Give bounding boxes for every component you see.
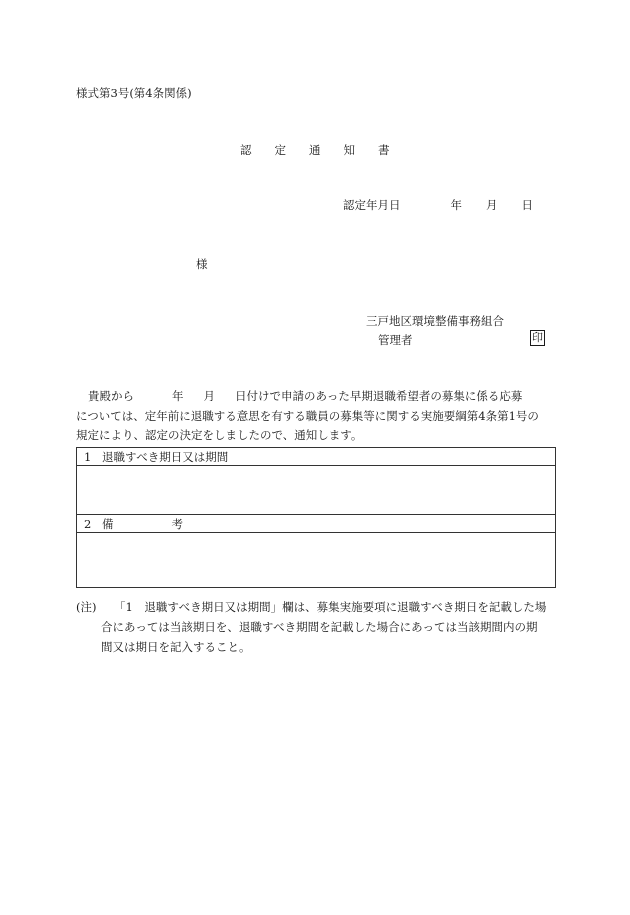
body-line-2: については、定年前に退職する意思を有する職員の募集等に関する実施要綱第4条第1号の (76, 408, 539, 423)
issuer-organization: 三戸地区環境整備事務組合 (366, 314, 504, 328)
table-cell-remarks (77, 533, 555, 587)
body-rest: 日付けで申請のあった早期退職希望者の募集に係る応募 (235, 389, 523, 403)
info-table (76, 447, 556, 588)
note-section (76, 597, 560, 657)
body-year: 年 (172, 389, 184, 403)
note-text-1: 「1 退職すべき期日又は期間」欄は、募集実施要項に退職すべき期日を記載した場 (114, 600, 547, 614)
addressee-suffix: 様 (196, 257, 208, 271)
body-line-3: 規定により、認定の決定をしましたので、通知します。 (76, 428, 363, 442)
note-line-3: 間又は期日を記入すること。 (101, 640, 251, 654)
row-label-a: 備 (102, 517, 114, 531)
date-month: 月 (486, 198, 498, 212)
issuer-title: 管理者 (378, 333, 413, 347)
date-year: 年 (450, 198, 462, 212)
body-paragraph (76, 387, 560, 446)
title-char: 定 (274, 143, 286, 157)
row-label-b: 考 (171, 517, 183, 531)
title-char: 通 (309, 143, 321, 157)
body-lead: 貴殿から (88, 389, 134, 403)
title-char: 書 (378, 143, 390, 157)
note-line-1 (76, 597, 560, 617)
document-title (240, 142, 390, 158)
body-line-1 (76, 387, 560, 407)
date-day: 日 (521, 198, 533, 212)
note-label: (注) (76, 600, 97, 614)
table-row-header-2 (77, 515, 555, 533)
date-label: 認定年月日 (343, 198, 401, 212)
form-number: 様式第3号(第4条関係) (76, 86, 192, 100)
title-char: 認 (240, 143, 252, 157)
note-line-2: 合にあっては当該期日を、退職すべき期間を記載した場合にあっては当該期間内の期 (101, 620, 538, 634)
seal-mark: 印 (532, 331, 543, 344)
row-number: 1 (84, 450, 92, 464)
certification-date-line (343, 197, 533, 213)
row-label: 退職すべき期日又は期間 (102, 450, 229, 464)
body-month: 月 (203, 389, 215, 403)
row-number: 2 (84, 517, 92, 531)
table-cell-retirement-date (77, 466, 555, 515)
table-row-header-1 (77, 448, 555, 466)
title-char: 知 (343, 143, 355, 157)
